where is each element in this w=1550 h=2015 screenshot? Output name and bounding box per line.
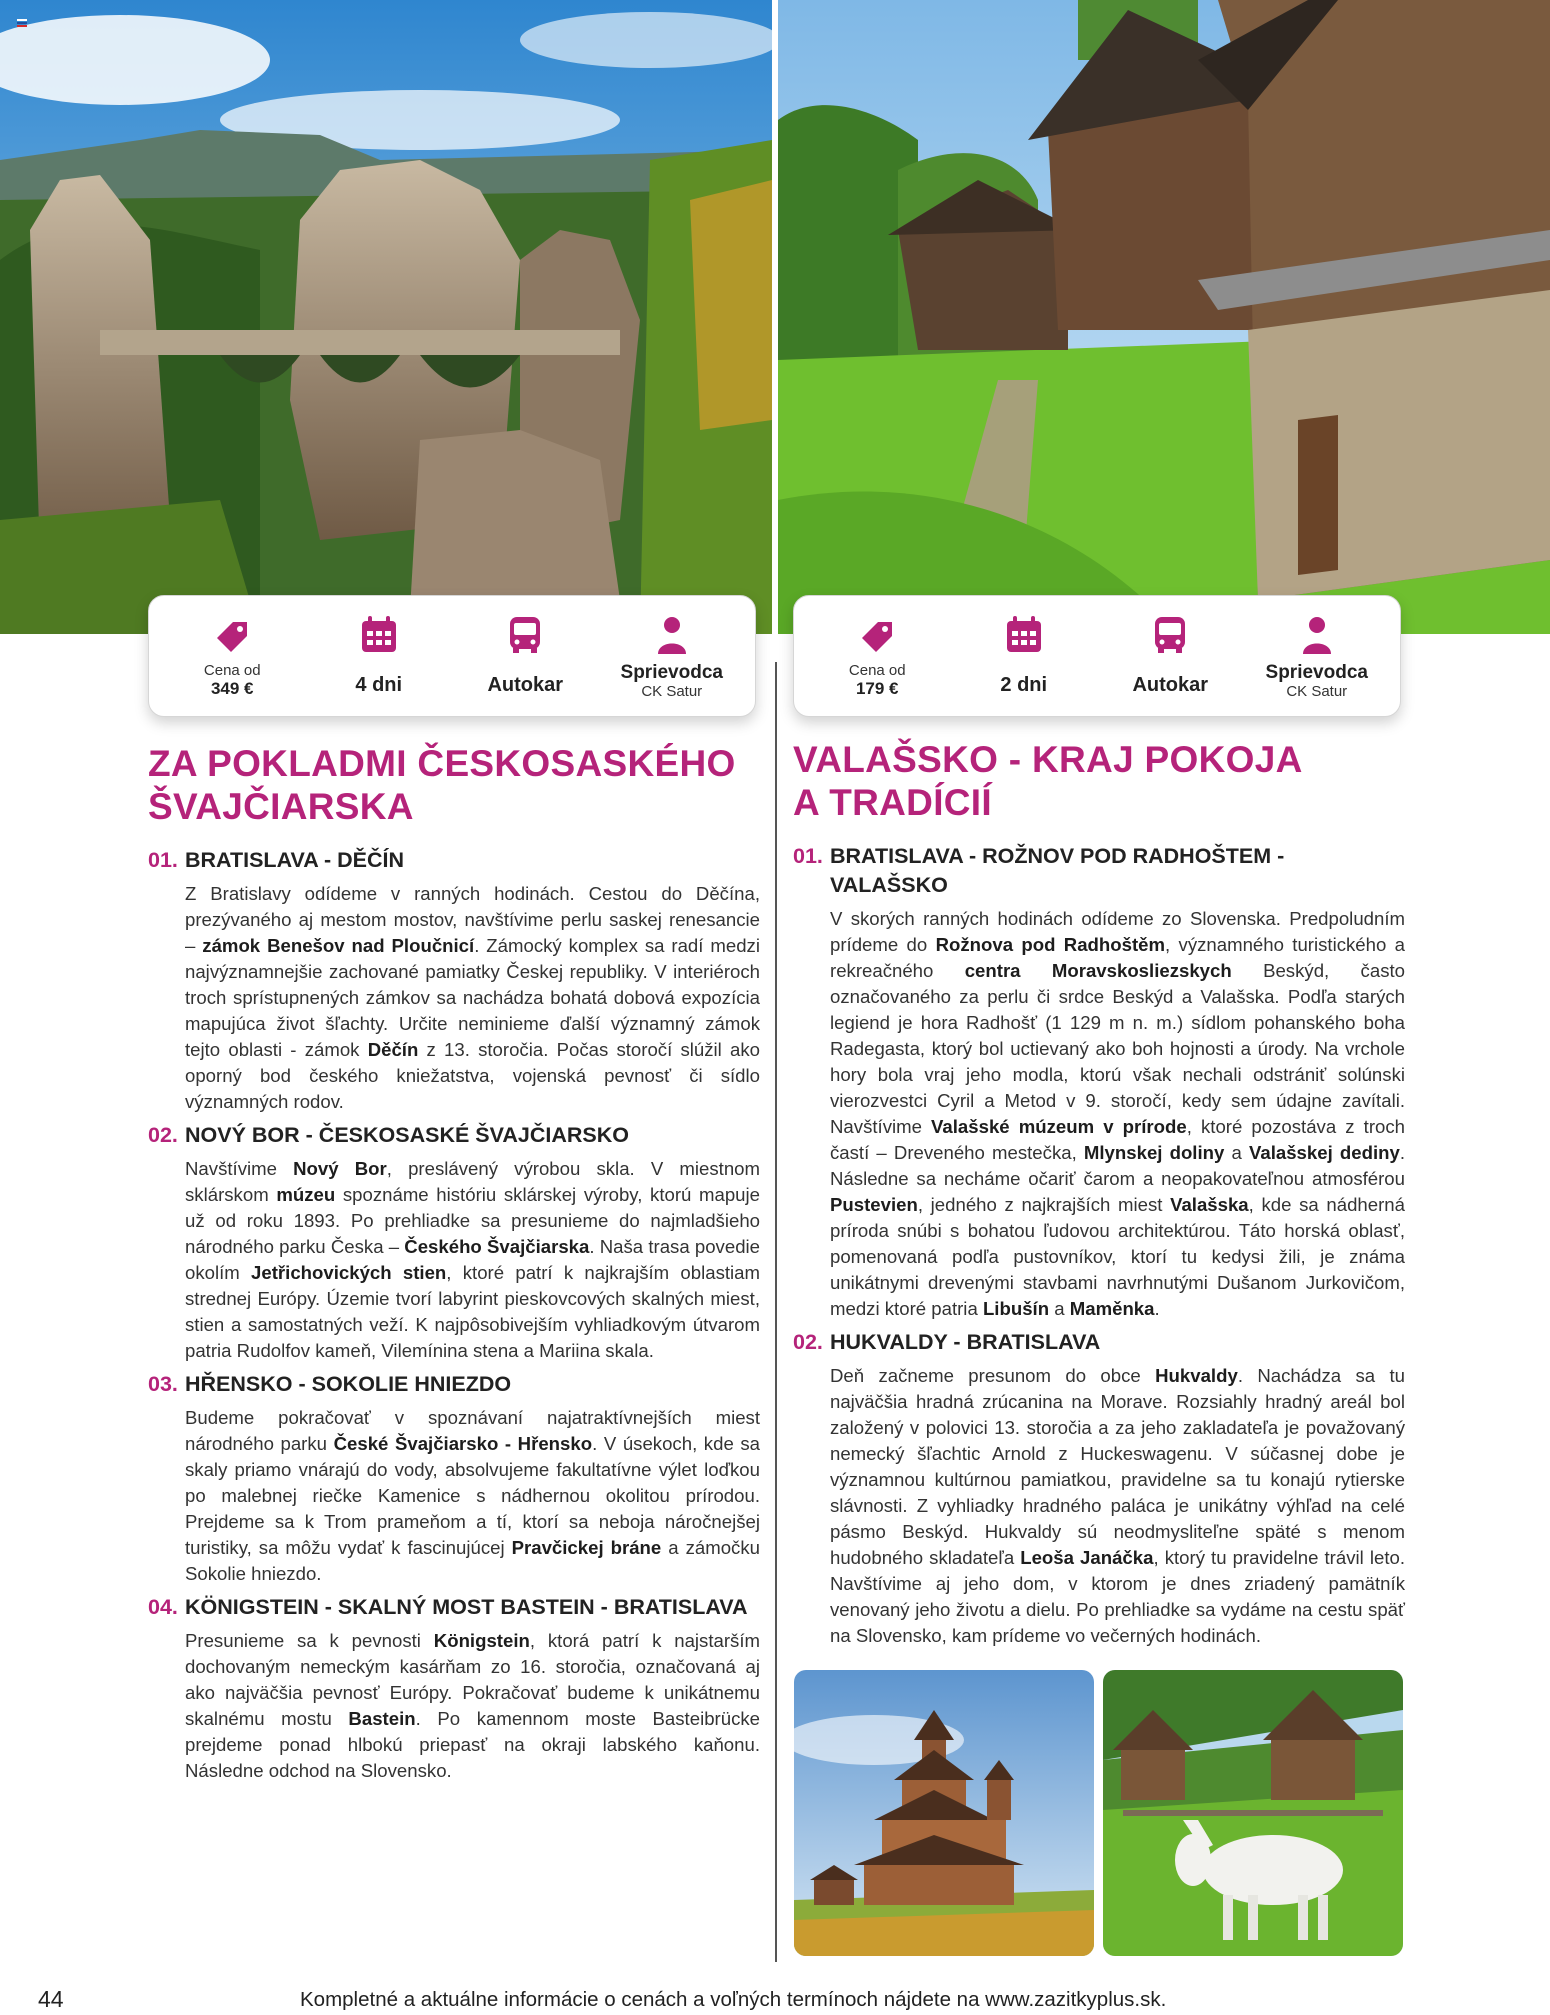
day-heading: [793, 1328, 1405, 1357]
duration-info: [306, 614, 453, 697]
highlighted-place: Königstein: [433, 1630, 530, 1651]
day-title: KÖNIGSTEIN - SKALNÝ MOST BASTEIN - BRATISLAVA: [185, 1595, 748, 1619]
transport-value: Autokar: [487, 674, 564, 696]
description-text: Presunieme sa k pevnosti: [185, 1630, 434, 1651]
tour-title: [148, 742, 760, 828]
description-text: , významného turistického a rekreačného: [830, 934, 1405, 981]
day-number: 04.: [148, 1595, 178, 1619]
price-label: Cena od: [848, 662, 906, 679]
tour-title-line-1: ZA POKLADMI ČESKOSASKÉHO: [148, 743, 736, 784]
day-title: BRATISLAVA - ROŽNOV POD RADHOŠTEM - VALAŠSKO: [830, 844, 1285, 897]
highlighted-place: Děčín: [367, 1039, 419, 1060]
highlighted-place: zámok Benešov nad Ploučnicí: [202, 935, 475, 956]
description-text: z 13. storočia. Počas storočí slúžil ako oporný bod českého kniežatstva, vojenská pevnosť či sídlo významných rodov.: [185, 1039, 760, 1112]
highlighted-place: múzeu: [276, 1184, 336, 1205]
price-info: [159, 614, 306, 698]
highlighted-place: Českého Švajčiarska: [404, 1236, 590, 1257]
day-description: [185, 1156, 760, 1364]
highlighted-place: Rožnova pod Radhoštěm: [935, 934, 1166, 955]
person-icon: [1296, 614, 1338, 656]
day-heading: [148, 846, 760, 875]
day-heading: [148, 1370, 760, 1399]
day-list: [793, 842, 1405, 1649]
guide-sub: CK Satur: [641, 683, 703, 700]
hero-photo-wooden-village: [778, 0, 1550, 634]
guide-info: [599, 614, 746, 700]
price-value: 349 €: [210, 679, 254, 698]
highlighted-place: Pustevien: [830, 1194, 918, 1215]
description-text: V skorých ranných hodinách odídeme zo Slovenska. Predpoludním prídeme do: [830, 908, 1405, 955]
description-text: .: [1154, 1298, 1160, 1319]
highlighted-place: centra Moravskosliezskych: [964, 960, 1232, 981]
description-text: a: [1049, 1298, 1070, 1319]
day-heading: [148, 1121, 760, 1150]
day-heading: [148, 1593, 760, 1622]
calendar-icon: [1003, 614, 1045, 656]
description-text: a zámočku Sokolie hniezdo.: [185, 1537, 760, 1584]
day-description: [830, 1363, 1405, 1649]
right-tour-itinerary: [793, 738, 1405, 1655]
description-text: , ktorá patrí k najstarším dochovaným nemeckým kasárňam zo 16. storočia, označovaná aj ako najväčšia pevnosť Európy. Pokračovať budeme k unikátnemu skalnému mostu: [185, 1630, 760, 1729]
price-label: Cena od: [203, 662, 261, 679]
description-text: , ktoré pozostáva z troch častí – Dreveného mestečka,: [830, 1116, 1405, 1163]
bus-icon: [1149, 614, 1191, 656]
duration-value: 4 dni: [355, 674, 403, 696]
description-text: . Následne sa necháme očariť čarom a neopakovateľnou atmosférou: [830, 1142, 1405, 1189]
day-description: [185, 1405, 760, 1587]
highlighted-place: Maměnka: [1069, 1298, 1155, 1319]
description-text: . Naša trasa povedie okolím: [185, 1236, 761, 1283]
tour-info-card-right: [793, 595, 1401, 717]
day-number: 03.: [148, 1372, 178, 1396]
guide-value: Sprievodca: [620, 662, 723, 683]
day-section: [148, 1370, 760, 1587]
highlighted-place: Mlynskej doliny: [1083, 1142, 1225, 1163]
person-icon: [651, 614, 693, 656]
description-text: , ktorý tu pravidelne trávil leto. Navštívime aj jeho dom, v ktorom je dnes zriadený pamätník venovaný jeho životu a dielu. Po prehliadke sa vydáme na cestu späť na Slovensko, kam prídeme vo večerných hodinách.: [830, 1547, 1405, 1646]
day-section: [148, 846, 760, 1115]
highlighted-place: Libušín: [982, 1298, 1050, 1319]
description-text: Deň začneme presunom do obce: [830, 1365, 1156, 1386]
description-text: , kde sa nádherná príroda snúbi s bohatou ľudovou architektúrou. Táto horská oblasť, pomenovaná podľa pustovníkov, ktorí tu kedysi žili, je známa unikátnymi drevenými stavbami navrhnutými Dušanom Jurkovičom, medzi ktoré patria: [830, 1194, 1405, 1319]
day-section: [148, 1593, 760, 1784]
tour-title-line-2: A TRADÍCIÍ: [793, 782, 992, 823]
day-title: HŘENSKO - SOKOLIE HNIEZDO: [185, 1372, 512, 1396]
description-text: . Zámocký komplex sa radí medzi najvýznamnejšie zachované pamiatky Českej republiky. V interiéroch troch sprístupnených zámkov sa nachádza bohatá dobová expozícia mapujúca život šľachty. Určite neminieme ďalší významný zámok tejto oblasti - zámok: [185, 935, 760, 1060]
day-section: [793, 842, 1405, 1322]
day-number: 02.: [148, 1123, 178, 1147]
description-text: Navštívime: [185, 1158, 294, 1179]
day-title: NOVÝ BOR - ČESKOSASKÉ ŠVAJČIARSKO: [185, 1123, 630, 1147]
day-list: [148, 846, 760, 1784]
transport-value: Autokar: [1132, 674, 1209, 696]
bus-icon: [504, 614, 546, 656]
description-text: , preslávený výrobou skla. V miestnom sklárskom: [185, 1158, 761, 1205]
day-number: 02.: [793, 1330, 823, 1354]
highlighted-place: Pravčickej bráne: [511, 1537, 662, 1558]
highlighted-place: Leoša Janáčka: [1020, 1547, 1154, 1568]
highlighted-place: Valašska: [1170, 1194, 1249, 1215]
transport-info: [452, 614, 599, 697]
page-number: 44: [38, 1986, 64, 2012]
transport-info: [1097, 614, 1244, 697]
duration-value: 2 dni: [1000, 674, 1048, 696]
day-number: 01.: [793, 844, 823, 868]
duration-info: [951, 614, 1098, 697]
day-description: [185, 1628, 760, 1784]
footer-note: Kompletné a aktuálne informácie o cenách a voľných termínoch nájdete na www.zazitkyplus.sk.: [300, 1988, 1167, 2011]
price-value: 179 €: [855, 679, 899, 698]
guide-sub: CK Satur: [1286, 683, 1348, 700]
photo-wooden-church: [794, 1670, 1094, 1956]
highlighted-place: Bastein: [348, 1708, 416, 1729]
price-tag-icon: [856, 614, 898, 656]
day-heading: [793, 842, 1405, 900]
description-text: a: [1224, 1142, 1249, 1163]
guide-info: [1244, 614, 1391, 700]
description-text: . V úsekoch, kde sa skaly priamo vnárajú do vody, absolvujeme fakultatívne výlet loďkou po malebnej riečke Kamenice s nádhernou okolitou prírodou. Prejdeme sa k Trom prameňom a tí, ktorí sa neboja náročnejšej turistiky, sa môžu vydať k fascinujúcej: [185, 1433, 761, 1558]
price-info: [804, 614, 951, 698]
day-description: [185, 881, 760, 1115]
day-description: [830, 906, 1405, 1322]
highlighted-place: Hukvaldy: [1155, 1365, 1238, 1386]
highlighted-place: Valašské múzeum v prírode: [931, 1116, 1187, 1137]
description-text: Z Bratislavy odídeme v ranných hodinách. Cestou do Děčína, prezývaného aj mestom mostov, navštívime perlu saskej renesancie –: [185, 883, 760, 956]
price-tag-icon: [211, 614, 253, 656]
tour-info-card-left: [148, 595, 756, 717]
day-title: BRATISLAVA - DĚČÍN: [185, 848, 404, 872]
tour-title-line-1: VALAŠSKO - KRAJ POKOJA: [793, 739, 1303, 780]
description-text: Beskýd, často označovaného za perlu či srdce Beskýd a Valašska. Podľa starých legiend je hora Radhošť (1 129 m n. m.) sídlom pohanského boha Radegasta, ktorý bol uctievaný ako boh hojnosti a úrody. Na vrchole hory bola vraj jeho modla, ktorú však nechali odstrániť solúnski vierozvestci Cyril a Metod v 9. storočí, kedy sem údajne zavítali. Navštívime: [830, 960, 1405, 1137]
guide-value: Sprievodca: [1265, 662, 1368, 683]
hero-photo-bastei-bridge: [0, 0, 772, 634]
description-text: . Nachádza sa tu najväčšia hradná zrúcanina na Morave. Rozsiahly hradný areál bol založený v polovici 13. storočia a za jeho zakladateľa je považovaný nemecký šľachtic Arnold z Huckeswagenu. V súčasnej dobe je významnou kultúrnou pamiatkou, pravidelne sa tu konajú rytierske slávnosti. Z vyhliadky hradného paláca je unikátny výhľad na celé pásmo Beskýd. Hukvaldy sú neodmysliteľne späté s menom hudobného skladateľa: [830, 1365, 1405, 1568]
day-number: 01.: [148, 848, 178, 872]
highlighted-place: Valašskej dediny: [1248, 1142, 1400, 1163]
calendar-icon: [358, 614, 400, 656]
highlighted-place: České Švajčiarsko - Hřensko: [333, 1433, 593, 1454]
description-text: Budeme pokračovať v spoznávaní najatraktívnejších miest národného parku: [185, 1407, 760, 1454]
flag-icon: [17, 19, 27, 26]
highlighted-place: Nový Bor: [293, 1158, 387, 1179]
day-section: [793, 1328, 1405, 1649]
column-divider: [775, 662, 777, 1962]
tour-title-line-2: ŠVAJČIARSKA: [148, 786, 414, 827]
tour-title: [793, 738, 1405, 824]
day-section: [148, 1121, 760, 1364]
photo-goat-village: [1103, 1670, 1403, 1956]
description-text: , jedného z najkrajších miest: [917, 1194, 1171, 1215]
highlighted-place: Jetřichovických stien: [251, 1262, 447, 1283]
description-text: . Po kamennom moste Basteibrücke prejdeme ponad hlbokú priepasť na okraji labského kaňonu. Následne odchod na Slovensko.: [185, 1708, 761, 1781]
description-text: spoznáme históriu sklárskej výroby, ktorú mapuje už od roku 1893. Po prehliadke sa presunieme do najmladšieho národného parku Česka –: [185, 1184, 760, 1257]
left-tour-itinerary: [148, 742, 760, 1790]
description-text: , ktoré patrí k najkrajším oblastiam strednej Európy. Územie tvorí labyrint pieskovcových skalných miest, stien a samostatných veží. K najpôsobivejším vyhliadkovým útvarom patria Rudolfov kameň, Vilemínina stena a Mariina skala.: [185, 1262, 761, 1361]
day-title: HUKVALDY - BRATISLAVA: [830, 1330, 1101, 1354]
